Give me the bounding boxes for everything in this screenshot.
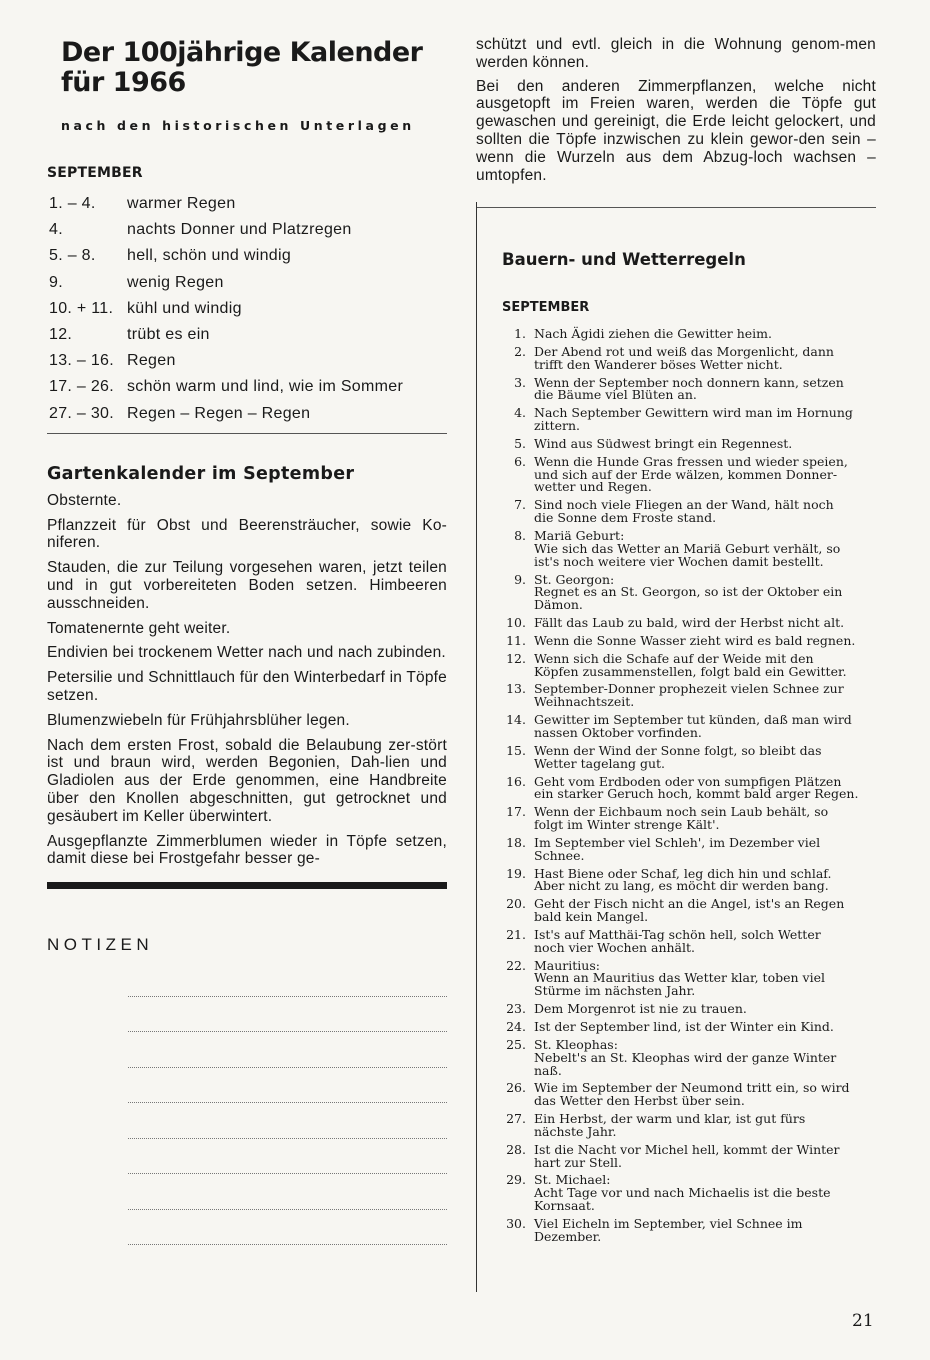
rule-number: 10. [506, 614, 526, 630]
rule-text-line: September-Donner prophezeit vielen Schnee zur [534, 681, 844, 697]
rule-number: 12. [506, 650, 526, 666]
rules-section-title: Bauern- und Wetterregeln [502, 250, 746, 269]
forecast-list [47, 191, 447, 427]
rule-text-line: Wenn die Hunde Gras fressen und wieder speien, [534, 453, 848, 469]
rule-text [534, 499, 878, 525]
rule-text [534, 1021, 878, 1034]
rule-text-line: Aber nicht zu lang, es möcht dir werden bang. [534, 878, 829, 894]
rule-text-line: zittern. [534, 418, 581, 434]
rule-text-line: St. Kleophas: [534, 1036, 618, 1052]
page-title: Der 100jährige Kalender für 1966 [61, 37, 423, 98]
rule-number: 2. [514, 343, 526, 359]
rule-text-line: hart zur Stell. [534, 1154, 623, 1170]
garden-paragraph: Petersilie und Schnittlauch für den Winterbedarf in Töpfe setzen. [47, 669, 447, 704]
garden-continuation [476, 36, 876, 184]
forecast-row [47, 322, 447, 348]
rule-text-line: Dämon. [534, 597, 583, 613]
rule-text-line: Ist's auf Matthäi-Tag schön hell, solch Wetter [534, 926, 821, 942]
rule-text-line: Wenn an Mauritius das Wetter klar, toben viel [534, 970, 825, 986]
garden-divider [47, 882, 447, 889]
rule-item [498, 1174, 878, 1212]
forecast-date: 13. – 16. [49, 352, 114, 370]
rule-item [498, 328, 878, 341]
rule-text-line: Stürme im nächsten Jahr. [534, 983, 696, 999]
rule-text [534, 374, 878, 403]
rule-item [498, 714, 878, 740]
rule-number: 8. [514, 528, 526, 544]
forecast-text: schön warm und lind, wie im Sommer [127, 378, 404, 396]
forecast-text: nachts Donner und Platzregen [127, 221, 352, 239]
rule-text-line: bald kein Mangel. [534, 909, 649, 925]
right-column-top [476, 36, 876, 190]
garden-paragraph: Nach dem ersten Frost, sobald die Belaubung zer-stört ist und braun wird, werden Begonien, Dah-lien und Gladiolen aus der Erde genommen, eine Handbreite über den Knollen abgeschnitten, gut getrocknet und gesäubert im Keller überwintert. [47, 736, 447, 825]
rule-number: 29. [506, 1172, 526, 1188]
rule-text-line: die Sonne dem Froste stand. [534, 510, 717, 526]
rule-number: 13. [506, 681, 526, 697]
forecast-row [47, 374, 447, 400]
rule-text-line: Wetter tagelang gut. [534, 755, 666, 771]
rule-number: 23. [506, 1001, 526, 1017]
rule-text [534, 683, 878, 709]
rule-text-line: Weihnachtszeit. [534, 694, 635, 710]
note-line [128, 1032, 447, 1068]
rule-number: 3. [514, 374, 526, 390]
rule-item [498, 957, 878, 999]
rule-number: 22. [506, 957, 526, 973]
rule-text [534, 435, 878, 451]
garden-paragraph: schützt und evtl. gleich in die Wohnung genom-men werden können. [476, 36, 876, 71]
rule-item [498, 1141, 878, 1170]
rules-list [498, 328, 878, 1249]
column-separator [476, 202, 477, 1292]
garden-paragraph: Pflanzzeit für Obst und Beerensträucher, sowie Ko-niferen. [47, 516, 447, 552]
rule-item [498, 865, 878, 894]
rule-text [534, 571, 878, 613]
rule-item [498, 742, 878, 771]
garden-paragraph: Stauden, die zur Teilung vorgesehen waren, jetzt teilen und in gut vorbereiteten Boden setzen. Himbeeren ausschneiden. [47, 559, 447, 612]
rule-item [498, 1021, 878, 1034]
rule-text-line: Acht Tage vor und nach Michaelis ist die beste [534, 1185, 831, 1201]
garden-paragraph: Obsternte. [47, 491, 122, 509]
rule-text-line: Im September viel Schleh', im Dezember viel [534, 834, 821, 850]
rule-item [498, 1082, 878, 1108]
rule-text [534, 1036, 878, 1078]
rule-item [498, 343, 878, 372]
rule-text-line: Schnee. [534, 847, 585, 863]
garden-paragraph: Bei den anderen Zimmerpflanzen, welche nicht ausgetopft im Freien waren, werden die Töpfe gut gewaschen und gereinigt, die Erde leicht gelockert, und sollten die Töpfe inzwischen zu klein gewor-den sein – wenn die Wurzeln aus dem Abzug-loch wachsen – umtopfen. [476, 77, 876, 184]
forecast-date: 1. – 4. [49, 195, 96, 212]
rule-text [534, 614, 878, 630]
rule-number: 15. [506, 742, 526, 758]
forecast-row [47, 401, 447, 427]
rule-text-line: St. Georgon: [534, 571, 615, 587]
rule-text-line: noch vier Wochen anhält. [534, 939, 696, 955]
rule-text-line: Wie im September der Neumond tritt ein, so wird [534, 1080, 850, 1096]
rule-text-line: Hast Biene oder Schaf, leg dich hin und schlaf. [534, 865, 832, 881]
rule-text-line: Wenn der Wind der Sonne folgt, so bleibt das [534, 742, 822, 758]
rule-number: 9. [514, 571, 526, 587]
rule-text-line: Dezember. [534, 1228, 602, 1244]
forecast-date: 17. – 26. [49, 378, 114, 396]
rule-text-line: und sich auf der Erde wälzen, kommen Donner- [534, 466, 838, 482]
rules-month-label: SEPTEMBER [502, 300, 590, 315]
rule-number: 1. [514, 326, 526, 341]
rule-item [498, 1036, 878, 1078]
rule-text-line: Mauritius: [534, 957, 600, 973]
rule-text [534, 865, 878, 894]
rule-text [534, 530, 878, 568]
forecast-date: 12. [49, 326, 73, 344]
forecast-row [47, 270, 447, 296]
rule-item [498, 683, 878, 709]
rule-text-line: Köpfen zusammenstellen, folgt bald ein Gewitter. [534, 663, 847, 679]
rule-text-line: Nebelt's an St. Kleophas wird der ganze Winter [534, 1049, 837, 1065]
rule-item [498, 898, 878, 924]
rule-text-line: nassen Oktober vorfinden. [534, 724, 702, 740]
rule-text-line: Wie sich das Wetter an Mariä Geburt verhält, so [534, 540, 841, 556]
garden-section-title: Gartenkalender im September [47, 463, 355, 484]
rule-item [498, 650, 878, 679]
rule-text-line: folgt im Winter strenge Kält'. [534, 817, 720, 832]
rule-text [534, 834, 878, 863]
rule-number: 6. [514, 453, 526, 469]
forecast-date: 5. – 8. [49, 247, 96, 265]
rule-item [498, 632, 878, 648]
rule-text [534, 714, 878, 740]
rule-text-line: naß. [534, 1062, 562, 1078]
rule-text-line: das Wetter den Herbst über sein. [534, 1093, 745, 1109]
rule-text-line: nächste Jahr. [534, 1123, 617, 1139]
rule-text [534, 632, 878, 648]
rule-text [534, 453, 878, 495]
rule-number: 4. [514, 405, 526, 421]
rule-text-line: Nach Ägidi ziehen die Gewitter heim. [534, 326, 772, 341]
rule-number: 30. [506, 1215, 526, 1231]
forecast-divider [47, 433, 447, 434]
rule-item [498, 530, 878, 568]
rule-number: 14. [506, 712, 526, 728]
forecast-row [47, 217, 447, 243]
rule-text [534, 806, 878, 832]
rule-number: 25. [506, 1036, 526, 1052]
rule-text-line: Fällt das Laub zu bald, wird der Herbst nicht alt. [534, 614, 845, 630]
garden-paragraph: Tomatenernte geht weiter. [47, 619, 231, 637]
rule-number: 21. [506, 926, 526, 942]
rule-item [498, 453, 878, 495]
rule-text [534, 742, 878, 771]
forecast-text: Regen [127, 352, 176, 370]
rule-text-line: St. Michael: [534, 1172, 611, 1188]
rule-text [534, 773, 878, 802]
forecast-row [47, 296, 447, 322]
rule-text-line: Gewitter im September tut künden, daß man wird [534, 712, 852, 728]
forecast-text: kühl und windig [127, 299, 242, 317]
rule-item [498, 834, 878, 863]
rule-text [534, 650, 878, 679]
garden-paragraph: Blumenzwiebeln für Frühjahrsblüher legen. [47, 711, 350, 729]
rule-text-line: Wenn der Eichbaum noch sein Laub behält, so [534, 804, 829, 820]
forecast-text: warmer Regen [127, 195, 236, 212]
forecast-date: 4. [49, 221, 63, 239]
rule-text [534, 957, 878, 999]
rule-text-line: Wenn sich die Schafe auf der Weide mit den [534, 650, 814, 666]
garden-section-body [47, 492, 447, 868]
rule-text-line: die Bäume viel Blüten an. [534, 387, 697, 403]
rule-item [498, 614, 878, 630]
rule-item [498, 773, 878, 802]
rule-text-line: wetter und Regen. [534, 479, 652, 495]
note-line [128, 1103, 447, 1139]
rule-text [534, 1113, 878, 1139]
rule-number: 5. [514, 435, 526, 451]
rule-text [534, 926, 878, 955]
forecast-text: Regen – Regen – Regen [127, 404, 311, 422]
rule-text [534, 407, 878, 433]
rule-item [498, 435, 878, 451]
rule-text-line: Wenn der September noch donnern kann, setzen [534, 374, 844, 390]
rule-text-line: Geht der Fisch nicht an die Angel, ist's an Regen [534, 896, 845, 912]
rule-text-line: ist's noch weitere vier Wochen damit bestellt. [534, 553, 824, 569]
forecast-text: trübt es ein [127, 326, 210, 344]
rule-item [498, 926, 878, 955]
rule-text-line: trifft den Wanderer böses Wetter nicht. [534, 356, 783, 372]
rule-text-line: ein starker Geruch hoch, kommt bald arger Regen. [534, 786, 859, 802]
note-line [128, 1139, 447, 1175]
page-number: 21 [852, 1311, 874, 1331]
rule-item [498, 806, 878, 832]
rule-text-line: Geht vom Erdboden oder von sumpfigen Plätzen [534, 773, 842, 789]
rule-item [498, 1215, 878, 1244]
notes-title: NOTIZEN [47, 935, 154, 955]
rule-text-line: Sind noch viele Fliegen an der Wand, hält noch [534, 497, 834, 513]
notes-lines [128, 961, 447, 1245]
rule-number: 18. [506, 834, 526, 850]
rule-text [534, 1003, 878, 1016]
forecast-text: hell, schön und windig [127, 247, 292, 265]
rule-text-line: Nach September Gewittern wird man im Hornung [534, 405, 853, 421]
note-line [128, 961, 447, 997]
rule-text [534, 898, 878, 924]
garden-paragraph: Endivien bei trockenem Wetter nach und nach zubinden. [47, 644, 446, 662]
left-column [47, 30, 447, 1245]
rule-number: 17. [506, 804, 526, 820]
note-line [128, 1068, 447, 1104]
forecast-date: 9. [49, 273, 63, 291]
rule-number: 20. [506, 896, 526, 912]
rule-item [498, 374, 878, 403]
rule-text [534, 343, 878, 372]
rule-text-line: Regnet es an St. Georgon, so ist der Oktober ein [534, 584, 843, 600]
forecast-text: wenig Regen [127, 273, 224, 291]
rule-item [498, 1003, 878, 1016]
rule-text-line: Der Abend rot und weiß das Morgenlicht, dann [534, 343, 834, 359]
right-column-divider [476, 207, 876, 208]
forecast-row [47, 243, 447, 269]
rule-number: 28. [506, 1141, 526, 1157]
rule-text [534, 1174, 878, 1212]
forecast-row [47, 348, 447, 374]
rule-text-line: Kornsaat. [534, 1198, 595, 1214]
rule-item [498, 1113, 878, 1139]
rule-item [498, 499, 878, 525]
forecast-date: 10. + 11. [49, 299, 114, 317]
rule-text [534, 328, 878, 341]
rule-text-line: Wind aus Südwest bringt ein Regennest. [534, 435, 793, 451]
rule-text-line: Viel Eicheln im September, viel Schnee im [534, 1215, 803, 1231]
rule-number: 16. [506, 773, 526, 789]
rule-number: 7. [514, 497, 526, 513]
forecast-row [47, 191, 447, 217]
rule-text-line: Ist der September lind, ist der Winter ein Kind. [534, 1019, 834, 1035]
page-subtitle: nach den historischen Unterlagen [61, 118, 415, 133]
note-line [128, 1210, 447, 1246]
rule-number: 26. [506, 1080, 526, 1096]
rule-number: 27. [506, 1111, 526, 1127]
note-line [128, 997, 447, 1033]
note-line [128, 1174, 447, 1210]
rule-number: 11. [506, 632, 526, 648]
forecast-date: 27. – 30. [49, 404, 114, 422]
rule-text [534, 1141, 878, 1170]
rule-text [534, 1215, 878, 1244]
rule-item [498, 571, 878, 613]
rule-item [498, 407, 878, 433]
rule-text-line: Dem Morgenrot ist nie zu trauen. [534, 1001, 747, 1017]
rule-text-line: Mariä Geburt: [534, 528, 625, 544]
garden-paragraph: Ausgepflanzte Zimmerblumen wieder in Töpfe setzen, damit diese bei Frostgefahr besser ge- [47, 832, 447, 868]
rule-text-line: Ist die Nacht vor Michel hell, kommt der Winter [534, 1141, 840, 1157]
rule-number: 24. [506, 1019, 526, 1035]
rule-text-line: Ein Herbst, der warm und klar, ist gut fürs [534, 1111, 806, 1127]
rule-number: 19. [506, 865, 526, 881]
rule-text [534, 1082, 878, 1108]
forecast-month-label: SEPTEMBER [47, 165, 143, 181]
rule-text-line: Wenn die Sonne Wasser zieht wird es bald regnen. [534, 632, 856, 648]
